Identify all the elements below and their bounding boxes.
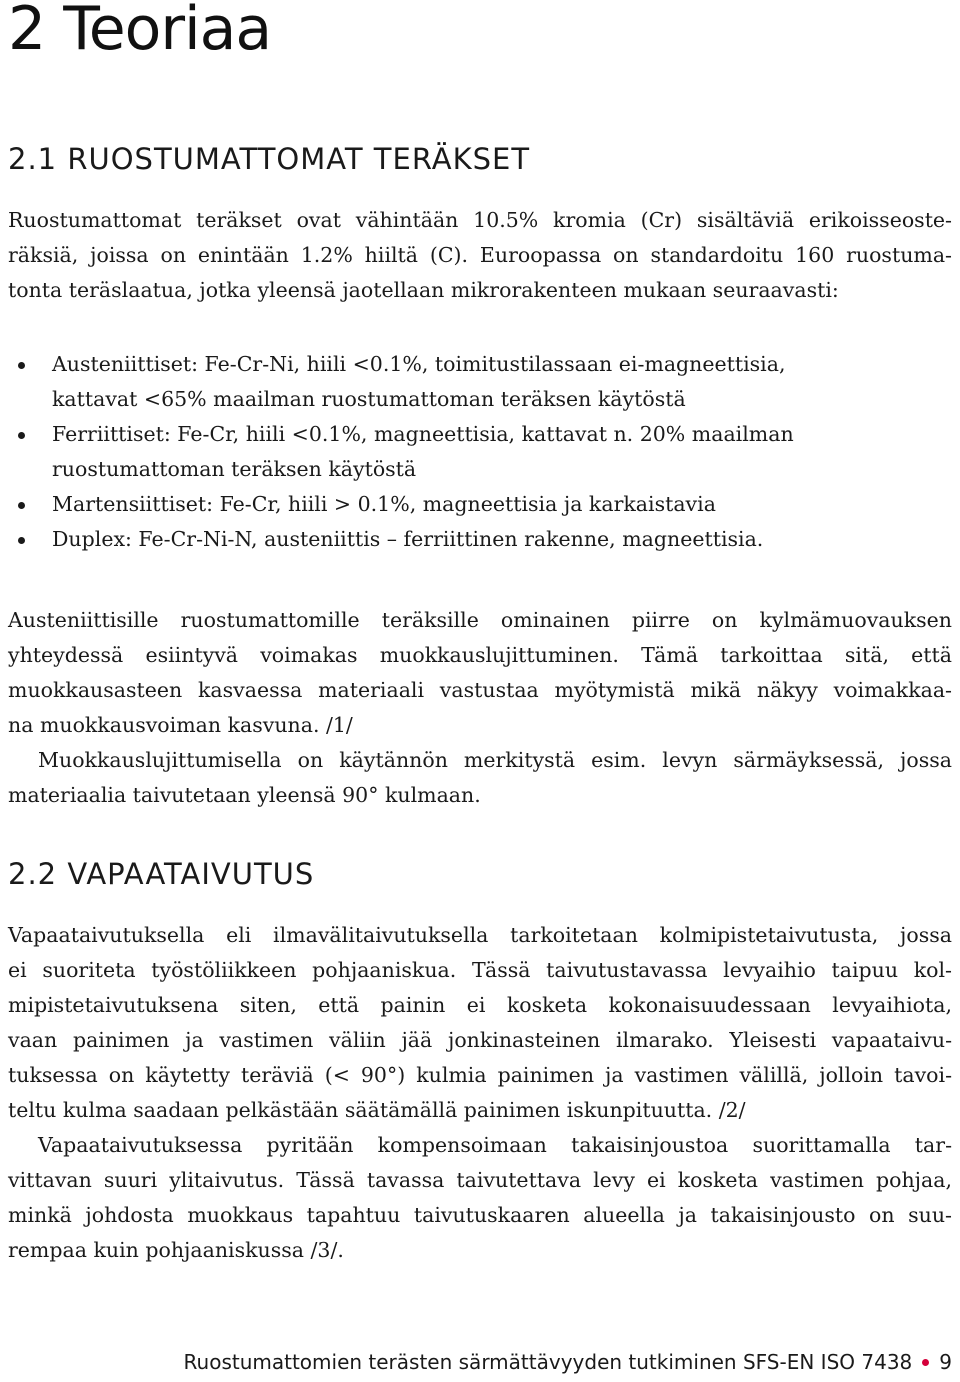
- austenitic-paragraph: [8, 603, 952, 813]
- page-footer: [184, 1350, 952, 1374]
- list-item-line: Ferriittiset: Fe-Cr, hiili <0.1%, magneettisia, kattavat n. 20% maailman: [52, 422, 794, 446]
- intro-paragraph: [8, 203, 952, 308]
- list-item: [18, 487, 948, 522]
- text-line: räksiä, joissa on enintään 1.2% hiiltä (C). Euroopassa on standardoitu 160 ruostuma-: [8, 243, 952, 267]
- chapter-title: 2 Teoriaa: [8, 0, 272, 64]
- steel-types-list: [18, 347, 948, 557]
- footer-title: Ruostumattomien terästen särmättävyyden tutkiminen SFS-EN ISO 7438: [183, 1350, 913, 1374]
- text-line: materiaalia taivutetaan yleensä 90° kulmaan.: [8, 783, 481, 807]
- text-line: mipistetaivutuksena siten, että painin ei kosketa kokonaisuudessaan levyaihiota,: [8, 993, 952, 1017]
- text-line: Austeniittisille ruostumattomille teräksille ominainen piirre on kylmämuovauksen: [8, 608, 952, 632]
- text-line: na muokkausvoiman kasvuna. /1/: [8, 713, 353, 737]
- section-heading-2-1: 2.1 RUOSTUMATTOMAT TERÄKSET: [8, 142, 531, 176]
- text-line: Vapaataivutuksessa pyritään kompensoimaan takaisinjoustoa suorittamalla tar-: [38, 1133, 952, 1157]
- list-item-line: ruostumattoman teräksen käytöstä: [52, 457, 417, 481]
- section-heading-2-2: 2.2 VAPAATAIVUTUS: [8, 857, 315, 891]
- list-item-line: kattavat <65% maailman ruostumattoman teräksen käytöstä: [52, 387, 686, 411]
- text-line: rempaa kuin pohjaaniskussa /3/.: [8, 1238, 344, 1262]
- text-line: tuksessa on käytetty teräviä (< 90°) kulmia painimen ja vastimen välillä, jolloin tavoi-: [8, 1063, 952, 1087]
- text-line: muokkausasteen kasvaessa materiaali vastustaa myötymistä mikä näkyy voimakkaa-: [8, 678, 952, 702]
- text-line: tonta teräslaatua, jotka yleensä jaotellaan mikrorakenteen mukaan seuraavasti:: [8, 278, 839, 302]
- bullet-icon: [18, 432, 25, 439]
- free-bending-paragraph: [8, 918, 952, 1268]
- text-line: Muokkauslujittumisella on käytännön merkitystä esim. levyn särmäyksessä, jossa: [38, 748, 952, 772]
- text-line: Ruostumattomat teräkset ovat vähintään 10.5% kromia (Cr) sisältäviä erikoisseoste-: [8, 208, 952, 232]
- bullet-icon: [18, 537, 25, 544]
- bullet-icon: [18, 362, 25, 369]
- text-line: teltu kulma saadaan pelkästään säätämällä painimen iskunpituutta. /2/: [8, 1098, 746, 1122]
- list-item: [18, 522, 948, 557]
- list-item-line: Martensiittiset: Fe-Cr, hiili > 0.1%, magneettisia ja karkaistavia: [52, 492, 716, 516]
- list-item: [18, 347, 948, 417]
- list-item-line: Austeniittiset: Fe-Cr-Ni, hiili <0.1%, toimitustilassaan ei-magneettisia,: [52, 352, 786, 376]
- text-line: yhteydessä esiintyvä voimakas muokkauslujittuminen. Tämä tarkoittaa sitä, että: [8, 643, 952, 667]
- list-item: [18, 417, 948, 487]
- footer-dot-icon: [922, 1359, 929, 1366]
- text-line: ei suoriteta työstöliikkeen pohjaaniskua. Tässä taivutustavassa levyaihio taipuu kol-: [8, 958, 952, 982]
- text-line: vaan painimen ja vastimen väliin jää jonkinasteinen ilmarako. Yleisesti vapaataivu-: [8, 1028, 952, 1052]
- page-number: 9: [939, 1350, 952, 1374]
- list-item-line: Duplex: Fe-Cr-Ni-N, austeniittis – ferriittinen rakenne, magneettisia.: [52, 527, 764, 551]
- text-line: minkä johdosta muokkaus tapahtuu taivutuskaaren alueella ja takaisinjousto on suu-: [8, 1203, 952, 1227]
- text-line: vittavan suuri ylitaivutus. Tässä tavassa taivutettava levy ei kosketa vastimen pohjaa,: [8, 1168, 952, 1192]
- bullet-icon: [18, 502, 25, 509]
- text-line: Vapaataivutuksella eli ilmavälitaivutuksella tarkoitetaan kolmipistetaivutusta, jossa: [8, 923, 952, 947]
